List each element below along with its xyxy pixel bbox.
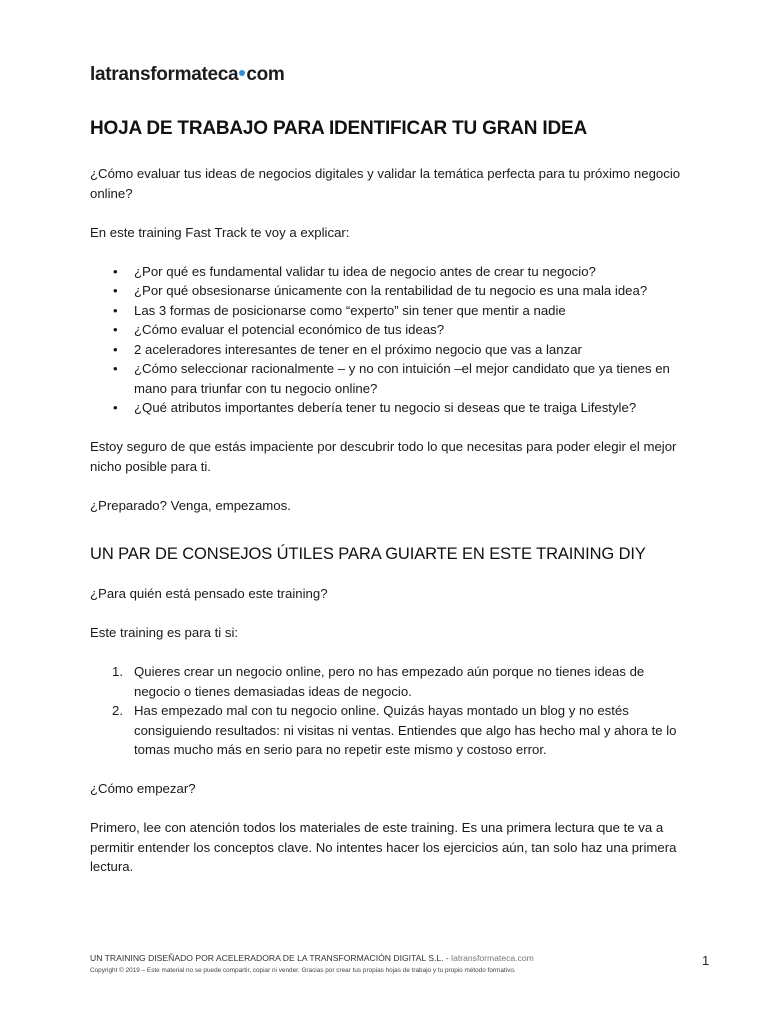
document-body [90,116,686,896]
footer-site-link[interactable]: latransformateca.com [451,953,534,963]
list-item: • ¿Cómo evaluar el potencial económico de tus ideas? [134,320,686,340]
closing-paragraph: Estoy seguro de que estás impaciente por descubrir todo lo que necesitas para poder elegir el mejor nicho posible para ti. [90,439,677,474]
intro-lead: En este training Fast Track te voy a explicar: [90,224,350,240]
list-item: • ¿Por qué obsesionarse únicamente con la rentabilidad de tu negocio es una mala idea? [134,281,686,301]
page-footer [90,952,670,976]
list-item: • ¿Cómo seleccionar racionalmente – y no con intuición –el mejor candidato que ya tienes en mano para triunfar con tu negocio online? [134,359,686,398]
list-item: • ¿Qué atributos importantes debería tener tu negocio si deseas que te traiga Lifestyle? [134,398,686,418]
start-paragraph: Primero, lee con atención todos los materiales de este training. Es una primera lectura que te va a permitir entender los conceptos clave. No intentes hacer los ejercicios aún, tan solo haz una primera lectura. [90,820,677,874]
section-heading: UN PAR DE CONSEJOS ÚTILES PARA GUIARTE EN ESTE TRAINING DIY [90,545,646,563]
brand-logo [90,64,285,86]
footer-credit [90,952,670,964]
logo-dot-icon [239,70,245,76]
who-question: ¿Para quién está pensado este training? [90,586,328,601]
intro-question: ¿Cómo evaluar tus ideas de negocios digitales y validar la temática perfecta para tu próximo negocio online? [90,166,681,201]
logo-text-main: latransformateca [90,64,239,85]
footer-copyright: Copyright © 2019 – Este material no se puede compartir, copiar ni vender. Gracias por crear tus propias hojas de trabajo y tu propio método formativo. [90,967,516,974]
logo-text-tld: com [246,64,285,85]
start-question: ¿Cómo empezar? [90,781,196,796]
list-item: • ¿Por qué es fundamental validar tu idea de negocio antes de crear tu negocio? [134,262,686,282]
list-item: Quieres crear un negocio online, pero no has empezado aún porque no tienes ideas de negocio o tienes demasiadas ideas de negocio. [134,664,645,699]
audience-list [90,662,686,760]
page-title: HOJA DE TRABAJO PARA IDENTIFICAR TU GRAN IDEA [90,118,587,139]
footer-credit-text: UN TRAINING DISEÑADO POR ACELERADORA DE LA TRANSFORMACIÓN DIGITAL S.L. - [90,953,449,963]
list-item: • 2 aceleradores interesantes de tener en el próximo negocio que vas a lanzar [134,340,686,360]
list-item: Has empezado mal con tu negocio online. Quizás hayas montado un blog y no estés consiguiendo resultados: ni visitas ni ventas. Entiendes que algo has hecho mal y ahora te lo tomas mucho más en serio para no repetir este mismo y costoso error. [134,703,677,757]
page-number: 1 [702,953,710,968]
who-lead: Este training es para ti si: [90,625,239,640]
list-item: • Las 3 formas de posicionarse como “experto” sin tener que mentir a nadie [134,301,686,321]
ready-paragraph: ¿Preparado? Venga, empezamos. [90,497,291,513]
topics-list [90,262,686,418]
